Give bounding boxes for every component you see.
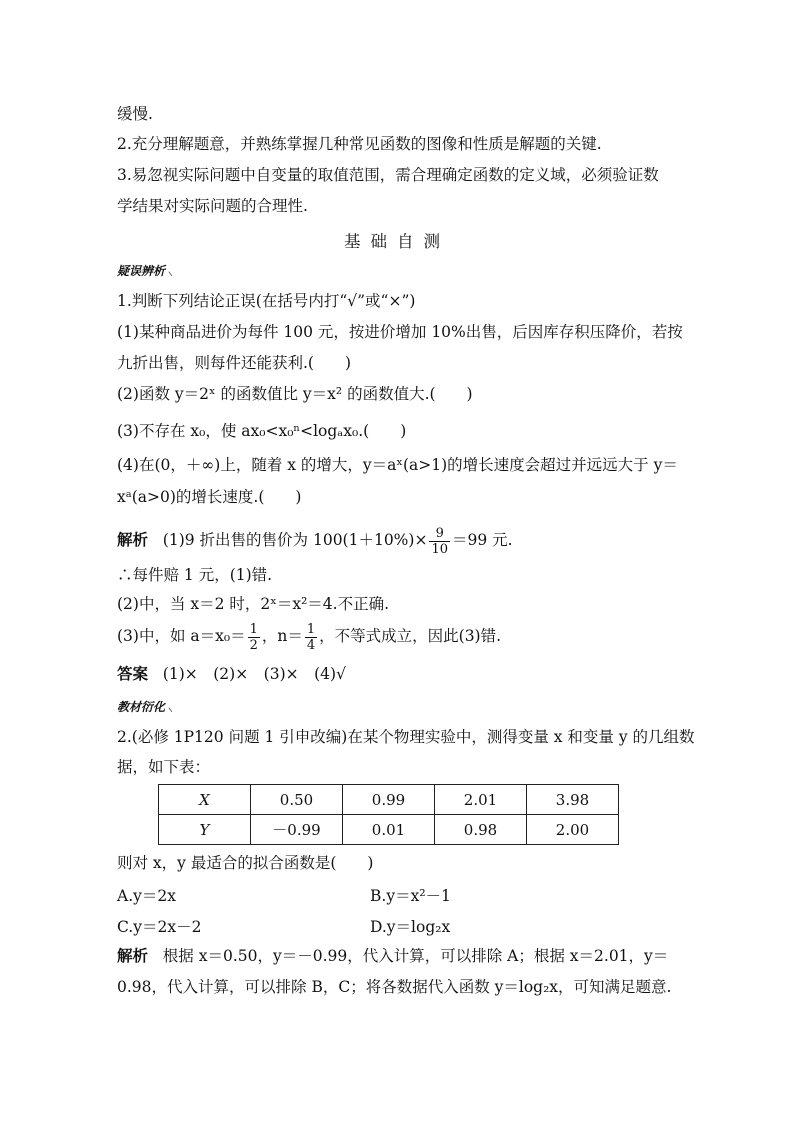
a1-line4 — [117, 618, 501, 654]
q2-ask: 则对 x，y 最适合的拟合函数是( ) — [117, 854, 374, 872]
a1-line1 — [117, 522, 513, 558]
tag-textbook — [117, 698, 173, 715]
tag-textbook-label: 教材衍化 — [117, 700, 166, 714]
fraction-1-2 — [248, 622, 260, 653]
frac3-num: 1 — [306, 621, 316, 637]
a1-line4-pre: (3)中，如 a＝x₀＝ — [117, 627, 246, 645]
tag-misjudge — [117, 262, 173, 279]
q2-analysis-text1: 根据 x＝0.50，y＝－0.99，代入计算，可以排除 A；根据 x＝2.01，y＝ — [162, 947, 669, 965]
a1-line1-pre: (1)9 折出售的售价为 100(1＋10%)× — [162, 531, 428, 549]
q1-item3: (3)不存在 x₀，使 ax₀<x₀ⁿ<logₐx₀.( ) — [117, 422, 407, 440]
table-row — [159, 815, 619, 845]
table-cell: 0.98 — [435, 815, 527, 845]
tag-misjudge-label: 疑误辨析 — [117, 264, 166, 278]
q2-stem-line1: 2.(必修 1P120 问题 1 引申改编)在某个物理实验中，测得变量 x 和变量 y 的几组数 — [117, 728, 695, 746]
q1-item1-line1: (1)某种商品进价为每件 100 元，按进价增加 10%出售，后因库存积压降价，若按 — [117, 323, 683, 341]
q1-item2: (2)函数 y＝2ˣ 的函数值比 y＝x² 的函数值大.( ) — [117, 385, 473, 403]
a1-answer — [117, 664, 346, 684]
a1-line4-post: ，不等式成立，因此(3)错. — [319, 627, 502, 645]
frac2-num: 1 — [249, 621, 258, 637]
answer-label: 答案 — [117, 665, 149, 683]
q2-analysis-line2: 0.98，代入计算，可以排除 B，C；将各数据代入函数 y＝log₂x，可知满足题意. — [117, 978, 672, 996]
option-c: C.y＝2x－2 — [117, 918, 202, 936]
a1-label: 解析 — [117, 531, 149, 549]
table-cell: 3.98 — [527, 785, 619, 815]
data-table — [158, 784, 619, 845]
table-cell: 0.99 — [343, 785, 435, 815]
frac3-den: 4 — [306, 637, 316, 653]
table-cell: 2.01 — [435, 785, 527, 815]
q1-item1-line2: 九折出售，则每件还能获利.( ) — [117, 354, 352, 372]
table-cell: X — [159, 785, 251, 815]
q2-analysis-line1 — [117, 946, 668, 966]
fraction-9-10 — [429, 526, 450, 557]
intro-line-3: 3.易忽视实际问题中自变量的取值范围，需合理确定函数的定义域，必须验证数 — [117, 166, 659, 184]
q1-item4-line1: (4)在(0，＋∞)上，随着 x 的增大，y＝aˣ(a>1)的增长速度会超过并远远大于 y＝ — [117, 456, 678, 474]
intro-line-2: 2.充分理解题意，并熟练掌握几种常见函数的图像和性质是解题的关键. — [117, 135, 602, 153]
q2-stem-line2: 据，如下表： — [117, 758, 211, 776]
answer-text: (1)× (2)× (3)× (4)√ — [162, 665, 346, 683]
intro-line-1: 缓慢. — [117, 105, 153, 123]
section-title: 基础自测 — [344, 232, 450, 251]
q1-item4-line2: xᵃ(a>0)的增长速度.( ) — [117, 488, 302, 506]
table-cell: 2.00 — [527, 815, 619, 845]
fraction-1-4 — [305, 622, 317, 653]
q1-stem: 1.判断下列结论正误(在括号内打“√”或“×”) — [117, 292, 416, 310]
a1-line3: (2)中，当 x＝2 时，2ˣ＝x²＝4.不正确. — [117, 595, 390, 613]
option-d: D.y＝log₂x — [370, 918, 451, 936]
tag-slash-icon: ⸜ — [167, 264, 174, 278]
intro-line-4: 学结果对实际问题的合理性. — [117, 197, 308, 215]
a1-line4-mid: ，n＝ — [261, 627, 303, 645]
frac1-den: 10 — [431, 541, 448, 557]
table-cell: 0.01 — [343, 815, 435, 845]
a1-line2: ∴每件赔 1 元，(1)错. — [117, 566, 273, 584]
table-cell: －0.99 — [251, 815, 343, 845]
frac1-num: 9 — [429, 526, 450, 542]
a1-line1-post: ＝99 元. — [452, 531, 513, 549]
table-row — [159, 785, 619, 815]
q2-analysis-label: 解析 — [117, 947, 149, 965]
option-b: B.y＝x²－1 — [370, 887, 451, 905]
frac2-den: 2 — [249, 637, 258, 653]
tag-slash-icon: ⸜ — [167, 700, 174, 714]
option-a: A.y＝2x — [117, 887, 176, 905]
table-cell: 0.50 — [251, 785, 343, 815]
table-cell: Y — [159, 815, 251, 845]
